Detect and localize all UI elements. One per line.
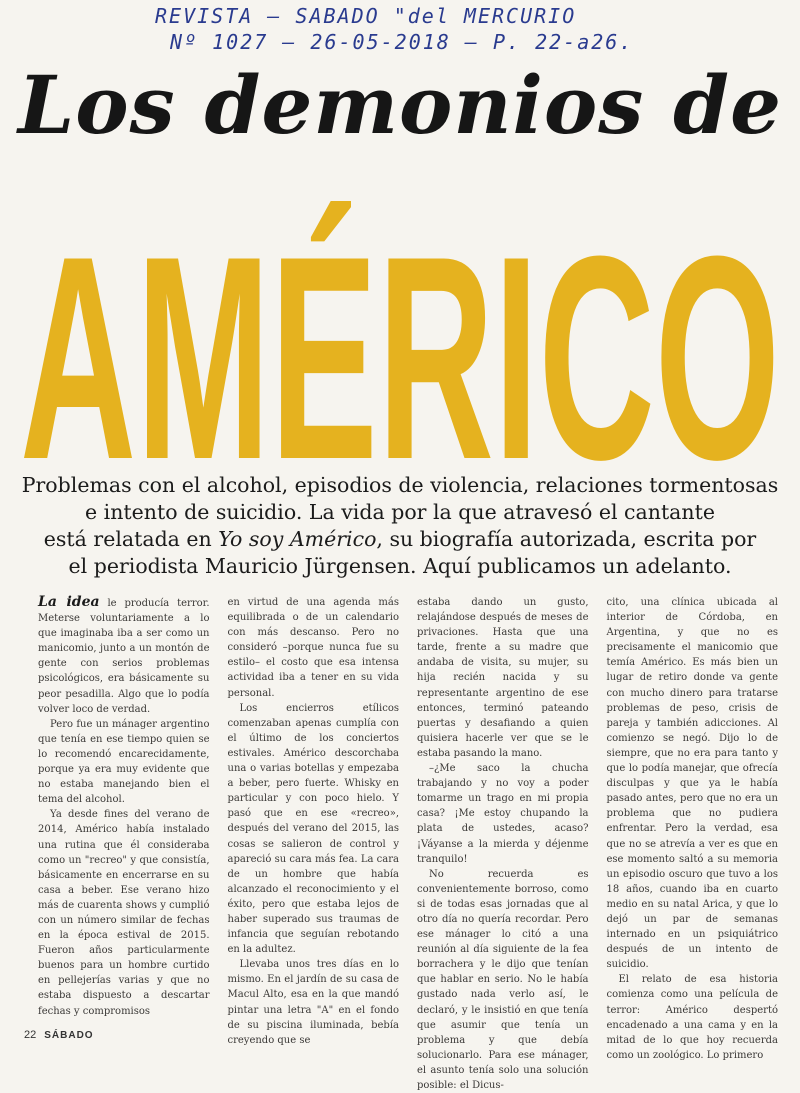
body-paragraph: El relato de esa historia comienza como una película de terror: Américo despertó encadenado a una cama y en la mitad de lo que hoy recuerda como un zoológico. Lo primero [606, 974, 778, 1061]
body-paragraph: estaba dando un gusto, relajándose después de meses de privaciones. Hasta que una tarde, frente a su madre que andaba de visita, su mujer, su hija recién nacida y su representante argentino de ese entonces, terminó pateando puertas y desafiando a quien quisiera hacerle ver que se le estaba pasando la mano. [417, 597, 589, 759]
headline-script: Los demonios de [18, 58, 782, 152]
body-paragraph [38, 595, 210, 717]
body-paragraph: Ya desde fines del verano de 2014, Américo había instalado una rutina que él consideraba como un "recreo" y que consistía, básicamente en encerrarse en su casa a beber. Ese verano hizo más de cuarenta shows y cumplió con un número similar de fechas en la época estival de 2015. Fueron años particularmente buenos para un hombre curtido en pellejerías varias y que no estaba dispuesto a descartar fechas y compromisos [38, 809, 210, 1017]
book-title: Yo soy Américo [218, 527, 377, 551]
body-column-1 [38, 595, 210, 1093]
body-paragraph: Pero fue un mánager argentino que tenía en ese tiempo quien se lo recomendó encarecidamente, porque ya era muy evidente que no estaba manejando bien el tema del alcohol. [38, 718, 210, 806]
body-paragraph: Los encierros etílicos comenzaban apenas cumplía con el último de los conciertos estivales. Américo descorchaba una o varias botellas y empezaba a beber, pero fuerte. Whisky en particular y con poco hielo. Y pasó que en ese «recreo», después del verano del 2015, las cosas se salieron de control y apareció su cara más fea. La cara de un hombre que había alcanzado el reconocimiento y el éxito, pero que estaba lejos de haber superado sus traumas de infancia que seguían rebotando en la adultez. [227, 702, 399, 956]
body-column-3 [417, 595, 589, 1093]
headline-big-text: AMÉRICO [20, 196, 780, 520]
body-paragraph: cito, una clínica ubicada al interior de Córdoba, en Argentina, y que no es precisamente el manicomio que temía Américo. Es más bien un lugar de retiro donde va gente con mucho dinero para tratarse problemas de peso, crisis de pareja y también adicciones. Al comienzo se negó. Dijo lo de siempre, que no era para tanto y que lo podía manejar, que ofrecía disculpas y que ya le había pasado antes, pero que no era un problema que no pudiera enfrentar. Pero la verdad, esa que no se atrevía a ver es que en ese momento saltó a su memoria un episodio oscuro que tuvo a los 18 años, cuando iba en cuarto medio en su natal Arica, y que lo dejó un par de semanas internado en un psiquiátrico después de un intento de suicidio. [606, 597, 778, 971]
body-paragraph-text: le producía terror. Meterse voluntariamente a lo que imaginaba iba a ser como un manicomio, junto a un montón de gente con serios problemas psicológicos, era básicamente su peor pesadilla. Algo que lo podía volver loco de verdad. [38, 598, 210, 715]
handwritten-note-line1: REVISTA – SABADO "del MERCURIO [155, 4, 577, 28]
handwritten-note-line2: Nº 1027 – 26-05-2018 – P. 22-a26. [170, 30, 634, 54]
dek-line-3-pre: está relatada en [43, 527, 219, 551]
body-paragraph: No recuerda es convenientemente borroso, como si de todas esas jornadas que al otro día no quería recordar. Pero ese mánager lo citó a una reunión al día siguiente de la fea borrachera y le dijo que tenían que hablar en serio. No le había gustado nada verlo así, le declaró, y le insistió en que tenía que asumir que tenía un problema y que debía solucionarlo. Para ese mánager, el asunto tenía solo una solución posible: el Dicus- [417, 868, 589, 1091]
article-dek [20, 472, 780, 580]
body-paragraph: en virtud de una agenda más equilibrada o de un calendario con más descanso. Pero no consideró –porque nunca fue su estilo– el costo que esa intensa actividad iba a tener en su vida personal. [227, 597, 399, 699]
dek-line-3-post: , su biografía autorizada, escrita por [376, 527, 757, 551]
body-column-4 [607, 595, 779, 1093]
body-paragraph: –¿Me saco la chucha trabajando y no voy a poder tomarme un trago en mi propia casa? ¡Me estoy chupando la plata de ustedes, acaso? ¡Váyanse a la mierda y déjenme tranquilo! [417, 763, 589, 865]
lead-word: La idea [38, 594, 100, 610]
page-number: 22 [24, 1029, 37, 1041]
body-column-2 [228, 595, 400, 1093]
page-footer [24, 1029, 94, 1041]
dek-line-4: el periodista Mauricio Jürgensen. Aquí publicamos un adelanto. [68, 554, 732, 578]
dek-line-1: Problemas con el alcohol, episodios de violencia, relaciones tormentosas [21, 473, 779, 497]
dek-line-3 [20, 526, 780, 553]
body-paragraph: Llevaba unos tres días en lo mismo. En el jardín de su casa de Macul Alto, esa en la que mandó pintar una letra "A" en el fondo de su piscina iluminada, bebía creyendo que se [227, 959, 399, 1046]
dek-line-2: e intento de suicidio. La vida por la que atravesó el cantante [85, 500, 715, 524]
publication-name: SÁBADO [44, 1030, 94, 1041]
